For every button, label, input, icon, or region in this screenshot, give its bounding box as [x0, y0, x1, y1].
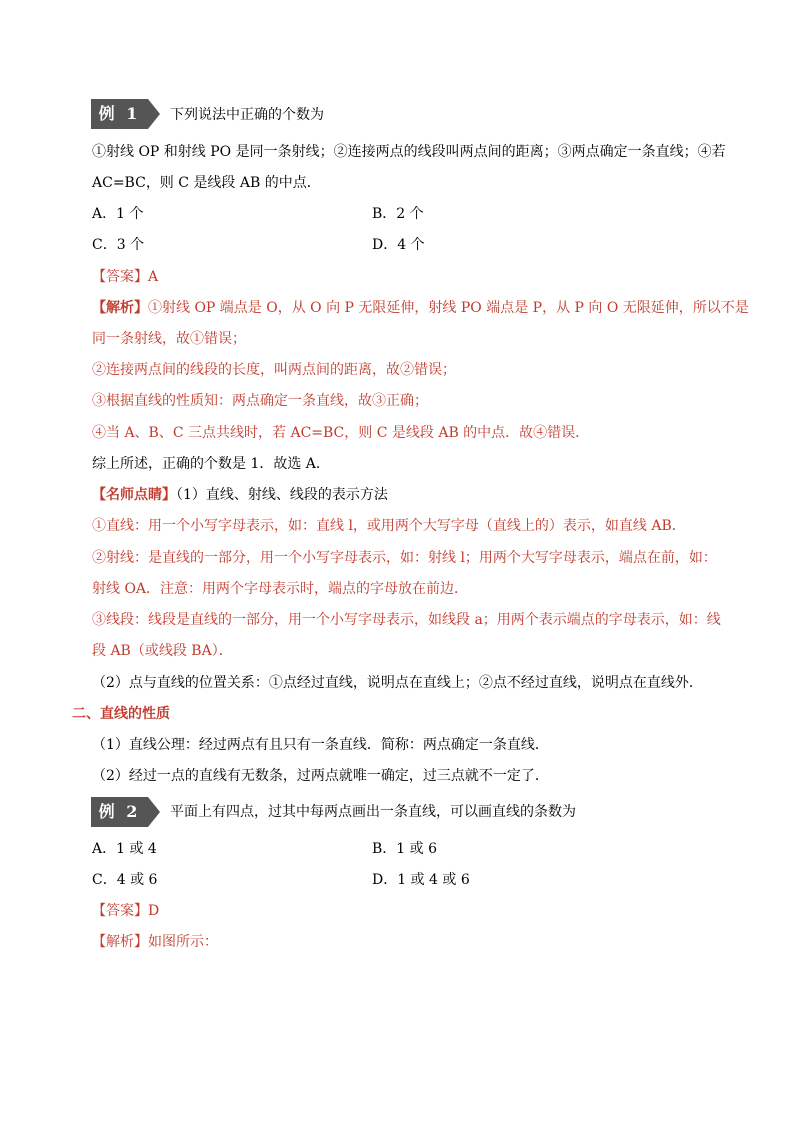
- section-2-line-1: （1）直线公理：经过两点有且只有一条直线．简称：两点确定一条直线．: [92, 737, 549, 753]
- analysis-text: ①射线 OP 端点是 O，从 O 向 P 无限延伸，射线 PO 端点是 P，从 P 向 O 无限延伸，所以不是: [148, 300, 749, 316]
- example-2-option-b: B．1 或 6: [372, 841, 438, 857]
- tip-label: 【名师点睛】: [92, 487, 176, 503]
- example-2-option-d: D．1 或 4 或 6: [372, 872, 470, 888]
- example-1-analysis-line-6: 综上所述，正确的个数是 1．故选 A．: [92, 456, 330, 472]
- example-1-analysis-line-5: ④当 A、B、C 三点共线时，若 AC=BC，则 C 是线段 AB 的中点．故④错误．: [92, 425, 590, 441]
- example-1-option-d: D．4 个: [372, 237, 425, 253]
- section-2-heading: 二、直线的性质: [72, 706, 170, 722]
- example-2-option-c: C．4 或 6: [92, 872, 158, 888]
- tip-text: （1）直线、射线、线段的表示方法: [176, 487, 388, 503]
- example-1-option-b: B．2 个: [372, 206, 424, 222]
- example-1-tip-line-1: [92, 484, 388, 506]
- example-1-tip-line-3: ②射线：是直线的一部分，用一个小写字母表示，如：射线 l；用两个大写字母表示，端点在前，如：: [92, 550, 717, 566]
- example-1-analysis-line-2: 同一条射线，故①错误；: [92, 331, 246, 347]
- example-1-stem-line-2: AC=BC，则 C 是线段 AB 的中点．: [92, 175, 321, 191]
- example-1-tip-line-2: ①直线：用一个小写字母表示，如：直线 l，或用两个大写字母（直线上的）表示，如直线 AB．: [92, 518, 686, 534]
- example-1-analysis-line-4: ③根据直线的性质知：两点确定一条直线，故③正确；: [92, 393, 428, 409]
- example-1-badge: [91, 99, 163, 129]
- example-2-analysis: 【解析】如图所示：: [92, 934, 218, 950]
- example-1-tip-line-7: （2）点与直线的位置关系：①点经过直线，说明点在直线上；②点不经过直线，说明点在直线外．: [92, 675, 703, 691]
- example-1-option-c: C．3 个: [92, 237, 145, 253]
- example-2-question: 平面上有四点，过其中每两点画出一条直线，可以画直线的条数为: [170, 804, 576, 820]
- example-1-analysis-line-1: [92, 297, 749, 319]
- example-1-label: 例 1: [98, 104, 141, 123]
- example-1-analysis-line-3: ②连接两点间的线段的长度，叫两点间的距离，故②错误；: [92, 362, 456, 378]
- section-2-line-2: （2）经过一点的直线有无数条，过两点就唯一确定，过三点就不一定了．: [92, 768, 549, 784]
- example-2-answer: 【答案】D: [92, 903, 160, 919]
- example-2-option-a: A．1 或 4: [92, 841, 157, 857]
- example-1-option-a: A．1 个: [92, 206, 144, 222]
- example-1-tip-line-4: 射线 OA．注意：用两个字母表示时，端点的字母放在前边．: [92, 581, 469, 597]
- example-1-tip-line-6: 段 AB（或线段 BA）．: [92, 643, 233, 659]
- example-2-label: 例 2: [98, 802, 141, 821]
- example-1-question: 下列说法中正确的个数为: [170, 107, 324, 123]
- example-2-badge: [91, 797, 163, 827]
- example-1-tip-line-5: ③线段：线段是直线的一部分，用一个小写字母表示，如线段 a；用两个表示端点的字母表示，如：线: [92, 612, 721, 628]
- analysis-label: 【解析】: [92, 300, 148, 316]
- example-1-answer: 【答案】A: [92, 269, 159, 285]
- example-1-stem-line-1: ①射线 OP 和射线 PO 是同一条射线；②连接两点的线段叫两点间的距离；③两点确定一条直线；④若: [92, 144, 726, 160]
